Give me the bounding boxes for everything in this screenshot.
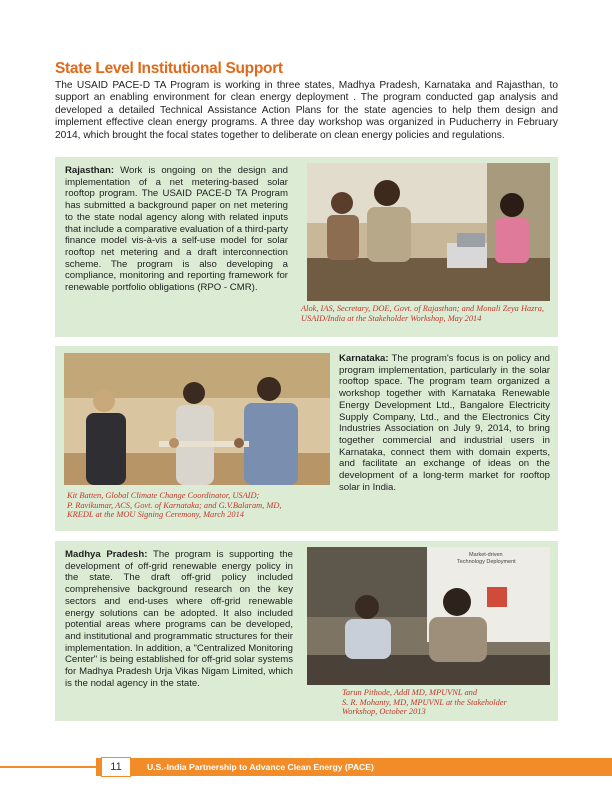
- page-number: 11: [101, 757, 131, 777]
- rajasthan-panel: [55, 157, 558, 337]
- rajasthan-body: Work is ongoing on the design and implementation of a net metering-based solar rooftop program. The USAID PACE-D TA Program has submitted a background paper on net metering to the state nodal agency along with related inputs that include a comparative evaluation of a third-party finance model vis-à-vis a self-use model for solar rooftop net metering and a draft interconnection scheme. The program is also developing a compliance, monitoring and reporting framework for renewable portfolio obligations (RPO - CMR).: [65, 165, 288, 294]
- karnataka-panel: [55, 346, 558, 531]
- karnataka-lead: Karnataka:: [339, 353, 389, 364]
- madhya-pradesh-photo-image: [307, 547, 550, 685]
- karnataka-caption: [67, 491, 327, 520]
- karnataka-photo-image: [64, 353, 330, 485]
- madhya-pradesh-text: [65, 549, 293, 689]
- rajasthan-caption: Alok, IAS, Secretary, DOE, Govt. of Rajasthan; and Monali Zeya Hazra, USAID/India at the Stakeholder Workshop, May 2014: [301, 304, 544, 323]
- rajasthan-photo: [307, 163, 550, 301]
- rajasthan-photo-image: [307, 163, 550, 301]
- karnataka-photo: [64, 353, 330, 485]
- intro-paragraph: The USAID PACE-D TA Program is working in three states, Madhya Pradesh, Karnataka and Rajasthan, to support an enabling environment for clean energy deployment . The program conducted gap analysis and developed a detailed Technical Assistance Action Plans for the state agencies to help them design and implement effective clean energy programs. A three day workshop was organized in Puducherry in February 2014, which brought the focal states together to deliberate on clean energy policies and regulations.: [55, 80, 558, 141]
- madhya-pradesh-caption-line: Workshop, October 2013: [342, 707, 426, 717]
- madhya-pradesh-caption-line: S. R. Mohanty, MD, MPUVNL at the Stakeholder: [342, 697, 507, 707]
- rajasthan-text: [65, 165, 288, 294]
- madhya-pradesh-caption: [342, 688, 552, 717]
- karnataka-caption-line: Kit Batten, Global Climate Change Coordinator, USAID;: [67, 491, 260, 500]
- karnataka-text: [339, 353, 550, 493]
- madhya-pradesh-caption-line: Tarun Pithode, Addl MD, MPUVNL and: [342, 688, 478, 697]
- banner-text-line1: Market-driven: [469, 552, 503, 558]
- rajasthan-lead: Rajasthan:: [65, 165, 115, 176]
- karnataka-caption-line: P. Ravikumar, ACS, Govt. of Karnataka; and G.V.Balaram, MD,: [67, 500, 282, 510]
- footer-title: U.S.-India Partnership to Advance Clean Energy (PACE): [147, 762, 374, 772]
- madhya-pradesh-lead: Madhya Pradesh:: [65, 549, 148, 560]
- banner-text-line2: Technology Deployment: [457, 559, 516, 565]
- madhya-pradesh-body: The program is supporting the development of off-grid renewable energy policy in the state. The draft off-grid policy included comprehensive background research on the key sectors and end-uses where off-grid renewable energy solutions can be adopted. It also included potential areas where programs can be developed, and institutional and programmatic structures for their implementation. In addition, a "Centralized Monitoring Center" is being established for off-grid solar systems for Madhya Pradesh Urja Vikas Nigam Limited, which is the nodal agency in the state.: [65, 549, 293, 689]
- madhya-pradesh-panel: [55, 541, 558, 721]
- karnataka-body: The program's focus is on policy and program implementation, particularly in the solar rooftop space. The program team organized a workshop together with Karnataka Renewable Energy Development Ltd., Bangalore Electricity Supply Company, Ltd., and the Electronics City Industries Association on July 9, 2014, to bring together commercial and industrial users in Karnataka, connect them with domain experts, and facilitate an exchange of ideas on the development of a long-term market for rooftop solar in India.: [339, 353, 550, 493]
- karnataka-caption-line: KREDL at the MOU Signing Ceremony, March 2014: [67, 510, 244, 520]
- madhya-pradesh-photo: [307, 547, 550, 685]
- section-title: State Level Institutional Support: [55, 60, 283, 77]
